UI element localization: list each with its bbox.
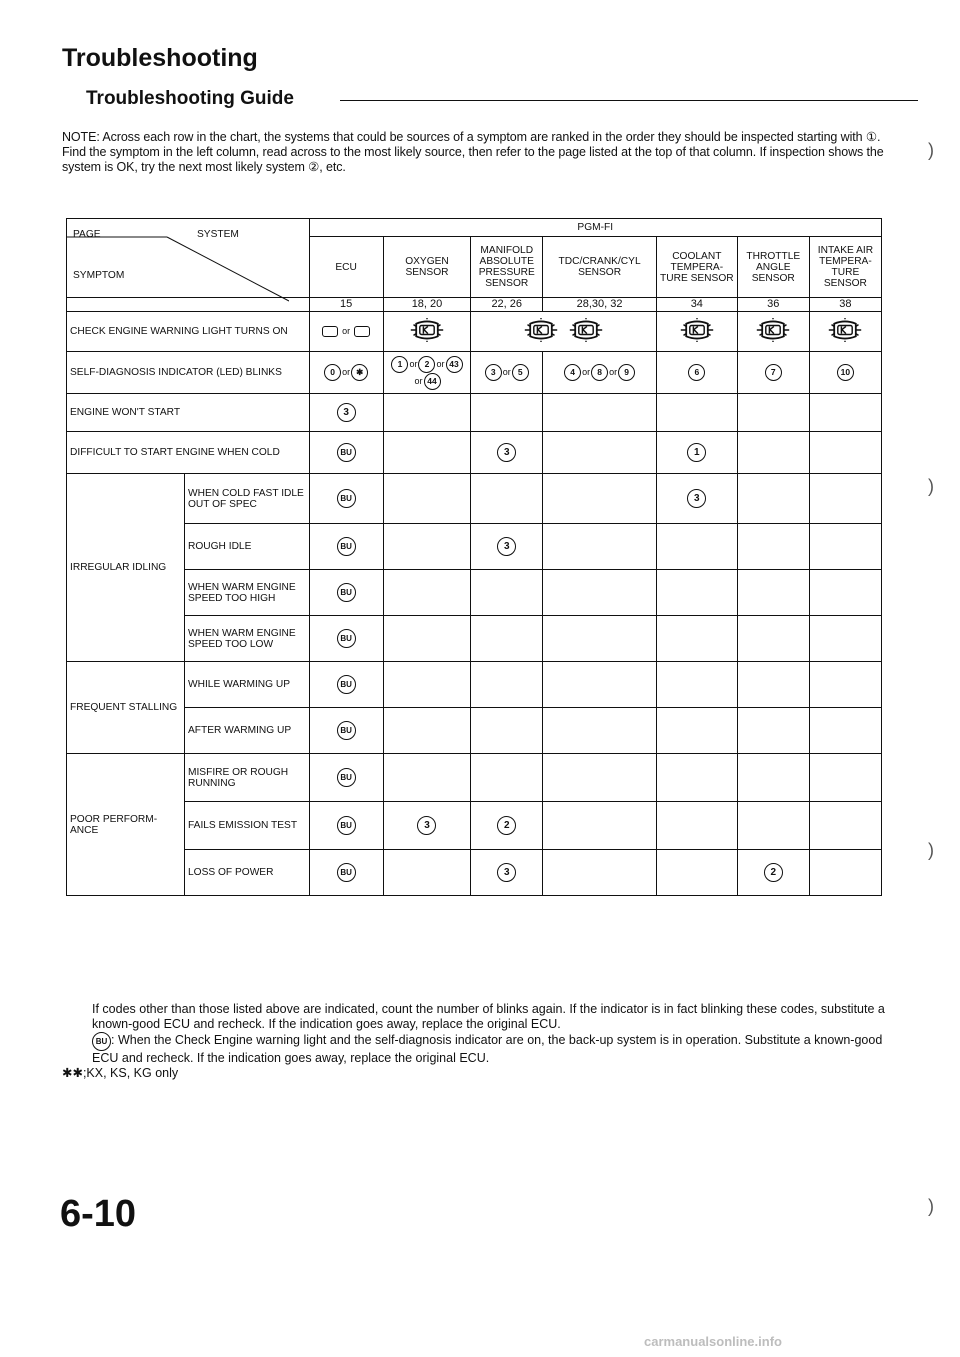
code-9-icon: 9 [618,364,635,381]
edge-mark: ) [928,140,934,160]
code-6-icon: 6 [688,364,705,381]
symptom-fast-idle: WHEN COLD FAST IDLE OUT OF SPEC [184,474,309,524]
group-header-pgm-fi: PGM-FI [309,219,881,237]
page-throttle: 36 [737,298,809,312]
cell-diag-oxygen: 1 or 2 or 43or 44 [383,352,470,394]
symptom-warm-high: WHEN WARM ENGINE SPEED TOO HIGH [184,570,309,616]
code-43-icon: 43 [446,356,463,373]
col-map-sensor: MANIFOLD ABSOLUTE PRESSURE SENSOR [471,237,543,298]
backup-mark: BU [337,489,356,508]
troubleshooting-table [66,218,882,896]
symptom-warm-low: WHEN WARM ENGINE SPEED TOO LOW [184,616,309,662]
rank-3-mark: 3 [497,443,516,462]
code-4-icon: 4 [564,364,581,381]
or-label: or [342,326,351,337]
col-oxygen-sensor: OXYGEN SENSOR [383,237,470,298]
rank-3-mark: 3 [687,489,706,508]
page-map: 22, 26 [471,298,543,312]
note-paragraph: NOTE: Across each row in the chart, the systems that could be sources of a symptom are ranked in the order they should be inspected starting with ①. Find the symptom in the left column, read across to the most likely source, then refer to the page listed at the top of that column. If inspection shows the system is OK, try the next most likely system ②, etc. [62,130,884,174]
backup-mark: BU [337,768,356,787]
rank-3-mark: 3 [337,403,356,422]
backup-mark: BU [337,721,356,740]
page-number: 6-10 [60,1193,137,1235]
symptom-difficult-start: DIFFICULT TO START ENGINE WHEN COLD [67,432,310,474]
corner-page-label: PAGE [73,229,101,240]
symptom-self-diagnosis: SELF-DIAGNOSIS INDICATOR (LED) BLINKS [67,352,310,394]
check-engine-icon [679,318,715,342]
rank-2-mark: 2 [764,863,783,882]
group-frequent-stalling: FREQUENT STALLING [67,662,185,754]
backup-mark: BU [337,816,356,835]
backup-mark: BU [337,443,356,462]
code-8-icon: 8 [591,364,608,381]
watermark: carmanualsonline.info [644,1334,782,1349]
check-engine-icon [755,318,791,342]
cell-check-throttle [737,312,809,352]
symptom-misfire: MISFIRE OR ROUGH RUNNING [184,754,309,802]
symptom-emission: FAILS EMISSION TEST [184,802,309,850]
cell-check-map-tdc [471,312,657,352]
corner-cell [67,219,310,298]
rank-3-mark: 3 [417,816,436,835]
backup-mark: BU [337,537,356,556]
symptom-loss-power: LOSS OF POWER [184,850,309,896]
rank-3-mark: 3 [497,537,516,556]
backup-mark: BU [92,1032,111,1051]
cell-diag-throttle [737,352,809,394]
footnote-codes: If codes other than those listed above are indicated, count the number of blinks again. If the indicator is in fact blinking these codes, substitute a known-good ECU and recheck. If the indication goes away, replace the original ECU. [92,1002,885,1031]
cell-check-ecu [309,312,383,352]
cell-diag-map: 3 or 5 [471,352,543,394]
title-rule [340,100,918,101]
backup-mark: BU [337,863,356,882]
cell-check-oxygen [383,312,470,352]
col-throttle-sensor: THROTTLE ANGLE SENSOR [737,237,809,298]
backup-mark: BU [337,675,356,694]
code-1-icon: 1 [391,356,408,373]
edge-mark: ) [928,840,934,860]
check-engine-icon [523,318,559,342]
rank-1-mark: 1 [687,443,706,462]
backup-mark: BU [337,583,356,602]
corner-symptom-label: SYMPTOM [73,270,125,281]
lamp-off-icon [322,326,338,337]
symptom-rough-idle: ROUGH IDLE [184,524,309,570]
cell-diag-coolant [656,352,737,394]
footnotes [62,1002,912,1081]
code-3-icon: 3 [485,364,502,381]
code-asterisk-icon: ✱ [351,364,368,381]
col-coolant-sensor: COOLANT TEMPERA-TURE SENSOR [656,237,737,298]
symptom-after-warming: AFTER WARMING UP [184,708,309,754]
corner-system-label: SYSTEM [197,229,239,240]
code-44-icon: 44 [424,373,441,390]
code-zero-icon: 0 [324,364,341,381]
check-engine-icon [568,318,604,342]
check-engine-icon [409,318,445,342]
page-ecu: 15 [309,298,383,312]
rank-3-mark: 3 [497,863,516,882]
code-7-icon: 7 [765,364,782,381]
footnote-models: ✱✱;KX, KS, KG only [62,1066,179,1080]
code-5-icon: 5 [512,364,529,381]
symptom-wont-start: ENGINE WON'T START [67,394,310,432]
cell-diag-intake [809,352,881,394]
col-tdc-sensor: TDC/CRANK/CYL SENSOR [543,237,657,298]
col-ecu: ECU [309,237,383,298]
code-10-icon: 10 [837,364,854,381]
cell-diag-ecu: 0 or ✱ [309,352,383,394]
edge-mark: ) [928,476,934,496]
check-engine-icon [827,318,863,342]
section-subtitle: Troubleshooting Guide [86,88,294,109]
symptom-while-warming: WHILE WARMING UP [184,662,309,708]
edge-mark: ) [928,1196,934,1216]
footnote-backup [92,1032,912,1066]
backup-mark: BU [337,629,356,648]
page-tdc: 28,30, 32 [543,298,657,312]
cell-check-intake [809,312,881,352]
page-coolant: 34 [656,298,737,312]
group-poor-performance: POOR PERFORM-ANCE [67,754,185,896]
page-intake: 38 [809,298,881,312]
footnote-backup-text: : When the Check Engine warning light and the self-diagnosis indicator are on, the back-up system is in operation. Substitute a known-good ECU and recheck. If the indication goes away, replace the original ECU. [92,1033,883,1065]
symptom-check-engine: CHECK ENGINE WARNING LIGHT TURNS ON [67,312,310,352]
page-oxygen: 18, 20 [383,298,470,312]
lamp-on-icon [354,326,370,337]
page-title: Troubleshooting [62,44,258,72]
col-intake-air-sensor: INTAKE AIR TEMPERA-TURE SENSOR [809,237,881,298]
rank-2-mark: 2 [497,816,516,835]
cell-diag-tdc: 4 or 8 or 9 [543,352,657,394]
group-irregular-idling: IRREGULAR IDLING [67,474,185,662]
code-2-icon: 2 [418,356,435,373]
cell-check-coolant [656,312,737,352]
